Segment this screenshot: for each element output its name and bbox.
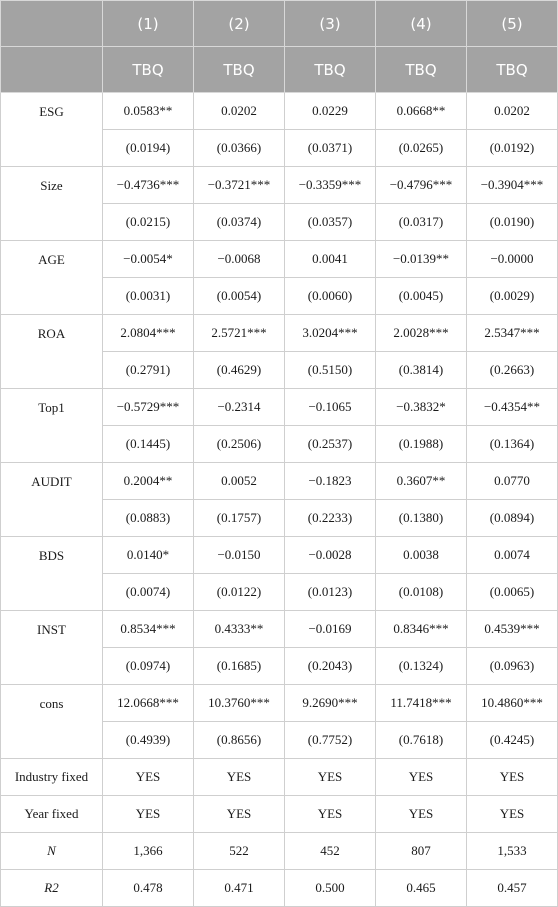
- se-cell: (0.2537): [285, 426, 376, 463]
- header-depvar-4: TBQ: [376, 47, 467, 93]
- header-row-model-numbers: [1, 1, 558, 47]
- footer-value: YES: [103, 759, 194, 796]
- coef-cell: 0.0202: [194, 93, 285, 130]
- coef-row: [1, 315, 558, 352]
- coef-cell: −0.3904***: [467, 167, 558, 204]
- variable-label: INST: [1, 611, 103, 685]
- coef-cell: −0.2314: [194, 389, 285, 426]
- coef-cell: 3.0204***: [285, 315, 376, 352]
- se-cell: (0.0963): [467, 648, 558, 685]
- se-cell: (0.0371): [285, 130, 376, 167]
- coef-cell: −0.1823: [285, 463, 376, 500]
- footer-value: 1,366: [103, 833, 194, 870]
- coef-cell: 0.3607**: [376, 463, 467, 500]
- coef-cell: −0.4796***: [376, 167, 467, 204]
- coef-cell: −0.0000: [467, 241, 558, 278]
- variable-label: ESG: [1, 93, 103, 167]
- footer-value: 0.457: [467, 870, 558, 907]
- se-cell: (0.1324): [376, 648, 467, 685]
- se-cell: (0.0065): [467, 574, 558, 611]
- coef-cell: 2.5721***: [194, 315, 285, 352]
- coef-cell: −0.1065: [285, 389, 376, 426]
- coef-row: [1, 463, 558, 500]
- se-cell: (0.4939): [103, 722, 194, 759]
- se-cell: (0.4629): [194, 352, 285, 389]
- variable-label: cons: [1, 685, 103, 759]
- se-cell: (0.1757): [194, 500, 285, 537]
- variable-label: BDS: [1, 537, 103, 611]
- se-cell: (0.3814): [376, 352, 467, 389]
- footer-value: 522: [194, 833, 285, 870]
- coef-cell: −0.0028: [285, 537, 376, 574]
- coef-row: [1, 685, 558, 722]
- coef-cell: 0.4333**: [194, 611, 285, 648]
- footer-value: 1,533: [467, 833, 558, 870]
- footer-label: R2: [1, 870, 103, 907]
- se-cell: (0.0031): [103, 278, 194, 315]
- se-cell: (0.2233): [285, 500, 376, 537]
- se-cell: (0.1988): [376, 426, 467, 463]
- footer-label: Industry fixed: [1, 759, 103, 796]
- se-cell: (0.0366): [194, 130, 285, 167]
- coef-cell: 2.5347***: [467, 315, 558, 352]
- coef-row: [1, 241, 558, 278]
- se-cell: (0.4245): [467, 722, 558, 759]
- se-cell: (0.0190): [467, 204, 558, 241]
- footer-row: [1, 759, 558, 796]
- coef-cell: 0.8534***: [103, 611, 194, 648]
- footer-label: Year fixed: [1, 796, 103, 833]
- se-cell: (0.7752): [285, 722, 376, 759]
- se-cell: (0.8656): [194, 722, 285, 759]
- header-model-2: (2): [194, 1, 285, 47]
- coef-cell: 0.0229: [285, 93, 376, 130]
- footer-value: 807: [376, 833, 467, 870]
- footer-value: 0.478: [103, 870, 194, 907]
- header-corner: [1, 1, 103, 47]
- se-cell: (0.0054): [194, 278, 285, 315]
- coef-cell: −0.3832*: [376, 389, 467, 426]
- footer-value: YES: [376, 759, 467, 796]
- footer-value: YES: [285, 759, 376, 796]
- coef-cell: −0.5729***: [103, 389, 194, 426]
- se-cell: (0.0192): [467, 130, 558, 167]
- se-cell: (0.0317): [376, 204, 467, 241]
- coef-cell: −0.3721***: [194, 167, 285, 204]
- variable-label: Size: [1, 167, 103, 241]
- footer-value: YES: [103, 796, 194, 833]
- se-cell: (0.0123): [285, 574, 376, 611]
- coef-cell: 0.0583**: [103, 93, 194, 130]
- coef-cell: 0.0202: [467, 93, 558, 130]
- footer-value: YES: [194, 796, 285, 833]
- se-cell: (0.0894): [467, 500, 558, 537]
- se-cell: (0.0194): [103, 130, 194, 167]
- coef-cell: −0.3359***: [285, 167, 376, 204]
- coef-cell: 0.4539***: [467, 611, 558, 648]
- coef-row: [1, 611, 558, 648]
- se-cell: (0.1685): [194, 648, 285, 685]
- se-cell: (0.0108): [376, 574, 467, 611]
- coef-cell: 10.4860***: [467, 685, 558, 722]
- se-cell: (0.0265): [376, 130, 467, 167]
- coef-cell: 2.0804***: [103, 315, 194, 352]
- coef-cell: 10.3760***: [194, 685, 285, 722]
- se-cell: (0.0074): [103, 574, 194, 611]
- footer-value: YES: [467, 759, 558, 796]
- se-cell: (0.0974): [103, 648, 194, 685]
- se-cell: (0.1445): [103, 426, 194, 463]
- coef-cell: 0.0038: [376, 537, 467, 574]
- coef-cell: 12.0668***: [103, 685, 194, 722]
- footer-value: 0.500: [285, 870, 376, 907]
- se-cell: (0.5150): [285, 352, 376, 389]
- se-cell: (0.2043): [285, 648, 376, 685]
- footer-value: YES: [376, 796, 467, 833]
- coef-cell: −0.4354**: [467, 389, 558, 426]
- coef-cell: −0.0054*: [103, 241, 194, 278]
- se-cell: (0.0029): [467, 278, 558, 315]
- coef-cell: 0.0668**: [376, 93, 467, 130]
- header-corner: [1, 47, 103, 93]
- footer-label: N: [1, 833, 103, 870]
- coef-cell: −0.4736***: [103, 167, 194, 204]
- table-header: [1, 1, 558, 93]
- footer-value: 452: [285, 833, 376, 870]
- footer-row: [1, 833, 558, 870]
- table-body: [1, 93, 558, 907]
- se-cell: (0.7618): [376, 722, 467, 759]
- coef-cell: 0.0074: [467, 537, 558, 574]
- se-cell: (0.2506): [194, 426, 285, 463]
- coef-cell: −0.0068: [194, 241, 285, 278]
- coef-row: [1, 389, 558, 426]
- footer-value: YES: [467, 796, 558, 833]
- coef-row: [1, 537, 558, 574]
- se-cell: (0.0215): [103, 204, 194, 241]
- footer-row: [1, 796, 558, 833]
- footer-value: 0.471: [194, 870, 285, 907]
- header-row-dependent-variable: [1, 47, 558, 93]
- header-depvar-1: TBQ: [103, 47, 194, 93]
- coef-cell: −0.0139**: [376, 241, 467, 278]
- se-cell: (0.1380): [376, 500, 467, 537]
- se-cell: (0.0060): [285, 278, 376, 315]
- coef-cell: 11.7418***: [376, 685, 467, 722]
- header-depvar-3: TBQ: [285, 47, 376, 93]
- variable-label: ROA: [1, 315, 103, 389]
- header-model-4: (4): [376, 1, 467, 47]
- se-cell: (0.1364): [467, 426, 558, 463]
- header-model-5: (5): [467, 1, 558, 47]
- coef-cell: −0.0169: [285, 611, 376, 648]
- footer-value: YES: [285, 796, 376, 833]
- se-cell: (0.2791): [103, 352, 194, 389]
- coef-row: [1, 167, 558, 204]
- coef-cell: 2.0028***: [376, 315, 467, 352]
- footer-value: 0.465: [376, 870, 467, 907]
- coef-cell: 9.2690***: [285, 685, 376, 722]
- se-cell: (0.0357): [285, 204, 376, 241]
- variable-label: AUDIT: [1, 463, 103, 537]
- se-cell: (0.0883): [103, 500, 194, 537]
- footer-row: [1, 870, 558, 907]
- header-depvar-2: TBQ: [194, 47, 285, 93]
- coef-cell: 0.8346***: [376, 611, 467, 648]
- footer-value: YES: [194, 759, 285, 796]
- se-cell: (0.0374): [194, 204, 285, 241]
- se-cell: (0.2663): [467, 352, 558, 389]
- header-model-1: (1): [103, 1, 194, 47]
- coef-cell: −0.0150: [194, 537, 285, 574]
- header-model-3: (3): [285, 1, 376, 47]
- variable-label: Top1: [1, 389, 103, 463]
- coef-cell: 0.0770: [467, 463, 558, 500]
- se-cell: (0.0122): [194, 574, 285, 611]
- coef-cell: 0.0041: [285, 241, 376, 278]
- header-depvar-5: TBQ: [467, 47, 558, 93]
- coef-cell: 0.2004**: [103, 463, 194, 500]
- se-cell: (0.0045): [376, 278, 467, 315]
- coef-cell: 0.0140*: [103, 537, 194, 574]
- coef-cell: 0.0052: [194, 463, 285, 500]
- variable-label: AGE: [1, 241, 103, 315]
- coef-row: [1, 93, 558, 130]
